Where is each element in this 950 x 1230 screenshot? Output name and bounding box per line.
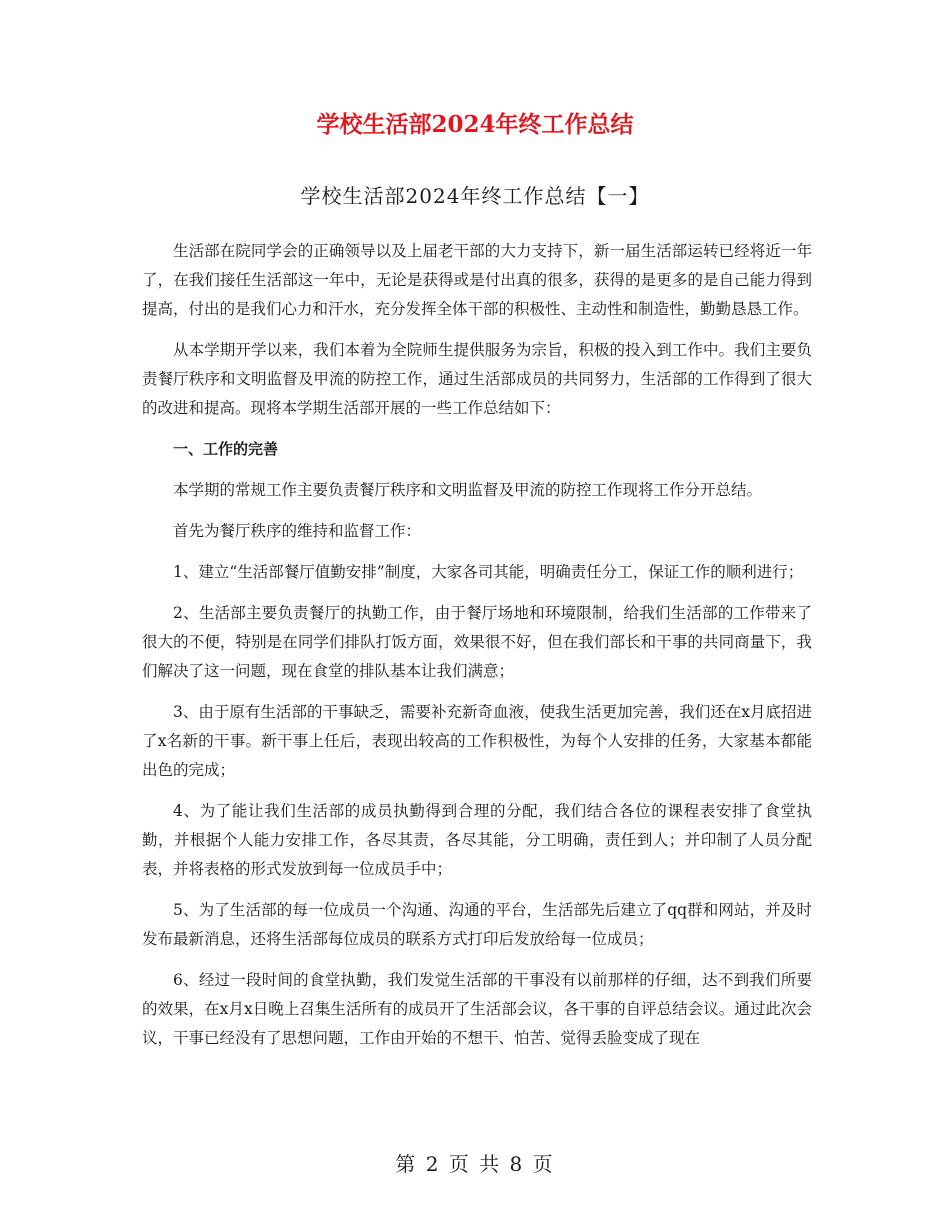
page-number: 第 2 页 共 8 页 [395, 1152, 555, 1176]
list-item-1: 1、建立“生活部餐厅值勤安排”制度，大家各司其能，明确责任分工，保证工作的顺利进行； [173, 563, 804, 581]
paragraph-overview: 从本学期开学以来，我们本着为全院师生提供服务为宗旨，积极的投入到工作中。我们主要负责餐厅秩序和文明监督及甲流的防控工作，通过生活部成员的共同努力，生活部的工作得到了很大的改进和提高。现将本学期生活部开展的一些工作总结如下： [142, 341, 812, 417]
list-item-3: 3、由于原有生活部的干事缺乏，需要补充新奇血液，使我生活更加完善，我们还在x月底招进了x名新的干事。新干事上任后，表现出较高的工作积极性，为每个人安排的任务，大家基本都能出色的完成； [142, 703, 812, 779]
paragraph-intro: 生活部在院同学会的正确领导以及上届老干部的大力支持下，新一届生活部运转已经将近一年了，在我们接任生活部这一年中，无论是获得或是付出真的很多，获得的是更多的是自己能力得到提高，付出的是我们心力和汗水，充分发挥全体干部的积极性、主动性和制造性，勤勤恳恳工作。 [142, 242, 812, 318]
document-body [142, 237, 812, 1065]
document-subtitle: 学校生活部2024年终工作总结【一】 [300, 184, 650, 208]
document-title: 学校生活部2024年终工作总结 [316, 111, 634, 138]
list-item-6: 6、经过一段时间的食堂执勤，我们发觉生活部的干事没有以前那样的仔细，达不到我们所要的效果，在x月x日晚上召集生活所有的成员开了生活部会议，各干事的自评总结会议。通过此次会议，干事已经没有了思想问题，工作由开始的不想干、怕苦、觉得丢脸变成了现在 [142, 971, 812, 1047]
list-item-2: 2、生活部主要负责餐厅的执勤工作，由于餐厅场地和环境限制，给我们生活部的工作带来了很大的不便，特别是在同学们排队打饭方面，效果很不好，但在我们部长和干事的共同商量下，我们解决了这一问题，现在食堂的排队基本让我们满意； [142, 604, 812, 680]
paragraph-routine-work: 本学期的常规工作主要负责餐厅秩序和文明监督及甲流的防控工作现将工作分开总结。 [173, 481, 763, 499]
paragraph-canteen-order: 首先为餐厅秩序的维持和监督工作： [173, 522, 422, 540]
list-item-4: 4、为了能让我们生活部的成员执勤得到合理的分配，我们结合各位的课程表安排了食堂执勤，并根据个人能力安排工作，各尽其责，各尽其能，分工明确，责任到人；并印制了人员分配表，并将表格的形式发放到每一位成员手中； [142, 802, 812, 878]
section-heading: 一、工作的完善 [173, 440, 279, 458]
list-item-5: 5、为了生活部的每一位成员一个沟通、沟通的平台，生活部先后建立了qq群和网站，并及时发布最新消息，还将生活部每位成员的联系方式打印后发放给每一位成员； [142, 901, 812, 948]
